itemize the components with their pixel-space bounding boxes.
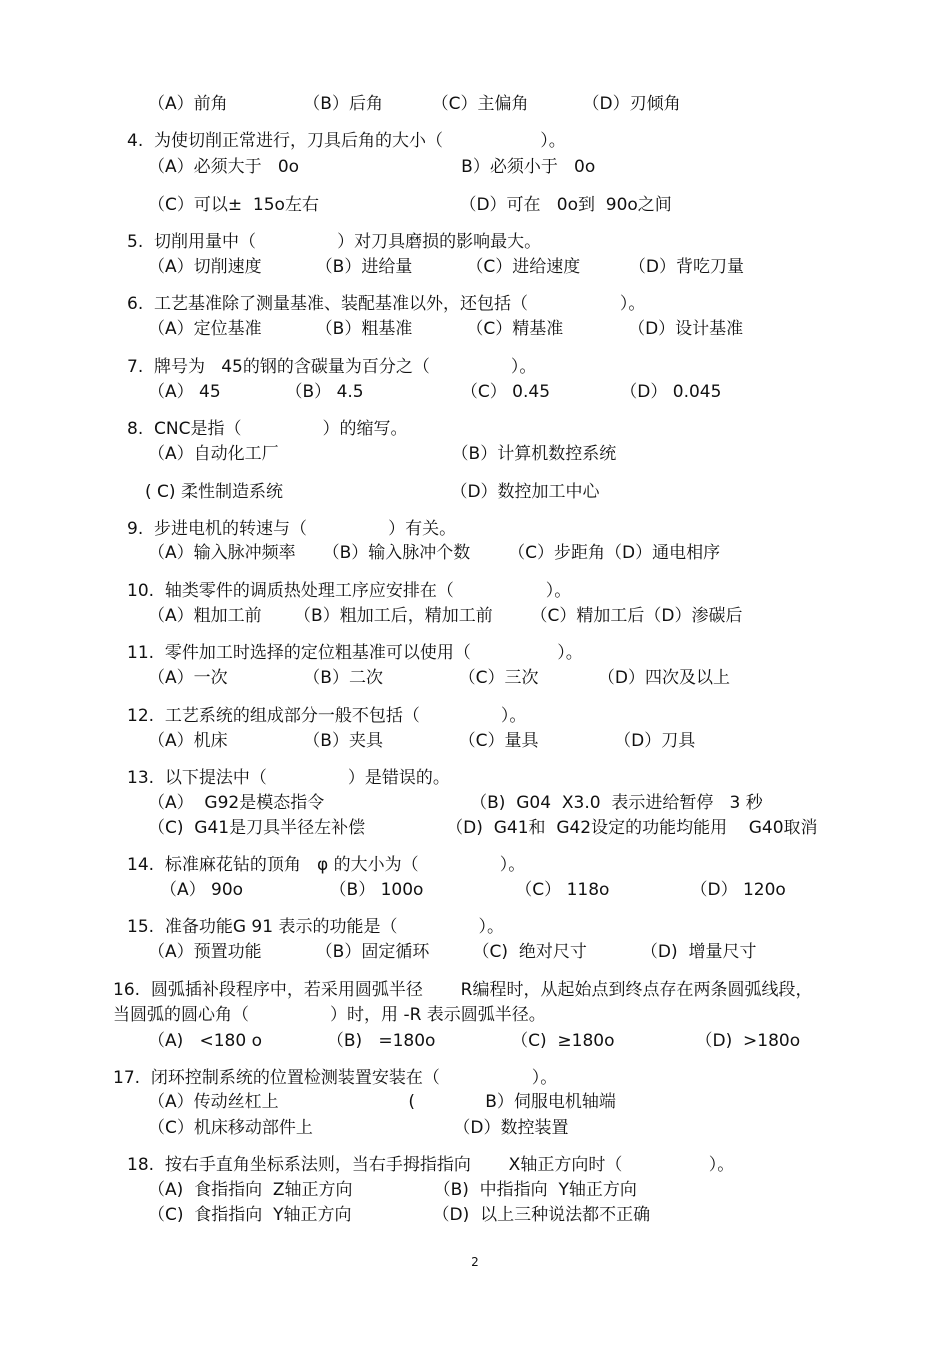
options-q14: （A） 90o （B） 100o （C） 118o （D） 120o [160,880,786,900]
options-q11: （A）一次 （B）二次 （C）三次 （D）四次及以上 [148,668,731,688]
options-q16: （A) <180 o （B) =180o （C) ≥180o （D) >180o [148,1031,801,1051]
question-6: 6. 工艺基准除了测量基准、装配基准以外，还包括（ ）。 [127,294,646,314]
options-q4-row1: （A）必须大于 0o B）必须小于 0o [148,157,596,177]
options-q8-row2: ( C) 柔性制造系统 （D）数控加工中心 [145,482,600,502]
question-10: 10. 轴类零件的调质热处理工序应安排在（ ）。 [127,581,572,601]
question-5: 5. 切削用量中（ ）对刀具磨损的影响最大。 [127,232,542,252]
options-q5: （A）切削速度 （B）进给量 （C）进给速度 （D）背吃刀量 [148,257,744,277]
question-18: 18. 按右手直角坐标系法则，当右手拇指指向 X轴正方向时（ ）。 [127,1155,735,1175]
question-13: 13. 以下提法中（ ）是错误的。 [127,768,450,788]
options-q15: （A）预置功能 （B）固定循环 （C) 绝对尺寸 （D) 增量尺寸 [148,942,757,962]
question-16-line2: 当圆弧的圆心角（ ）时，用 -R 表示圆弧半径。 [113,1005,546,1025]
question-8: 8. CNC是指（ ）的缩写。 [127,419,408,439]
options-q18-row1: （A) 食指指向 Z轴正方向 （B) 中指指向 Y轴正方向 [148,1180,637,1200]
page-number: 2 [471,1255,479,1269]
options-q6: （A）定位基准 （B）粗基准 （C）精基准 （D）设计基准 [148,319,744,339]
question-9: 9. 步进电机的转速与（ ）有关。 [127,519,457,539]
question-14: 14. 标准麻花钻的顶角 φ 的大小为（ ）。 [127,855,526,875]
options-q13-row1: （A） G92是模态指令 （B) G04 X3.0 表示进给暂停 3 秒 [148,793,763,813]
question-17: 17. 闭环控制系统的位置检测装置安装在（ ）。 [113,1068,558,1088]
question-16-line1: 16. 圆弧插补段程序中，若采用圆弧半径 R编程时，从起始点到终点存在两条圆弧线段， [113,980,813,1000]
options-q18-row2: （C) 食指指向 Y轴正方向 （D) 以上三种说法都不正确 [148,1205,651,1225]
question-7: 7. 牌号为 45的钢的含碳量为百分之（ ）。 [127,357,537,377]
options-q8-row1: （A）自动化工厂 （B）计算机数控系统 [148,444,617,464]
options-q3: （A）前角 （B）后角 （C）主偏角 （D）刃倾角 [148,94,681,114]
options-q17-row1: （A）传动丝杠上 ( B）伺服电机轴端 [148,1092,616,1112]
options-q4-row2: （C）可以± 15o左右 （D）可在 0o到 90o之间 [148,195,672,215]
options-q9: （A）输入脉冲频率 （B）输入脉冲个数 （C）步距角（D）通电相序 [148,543,721,563]
options-q10: （A）粗加工前 （B）粗加工后，精加工前 （C）精加工后（D）渗碳后 [148,606,743,626]
options-q17-row2: （C）机床移动部件上 （D）数控装置 [148,1118,569,1138]
question-12: 12. 工艺系统的组成部分一般不包括（ ）。 [127,706,527,726]
options-q7: （A） 45 （B） 4.5 （C） 0.45 （D） 0.045 [148,382,722,402]
options-q12: （A）机床 （B）夹具 （C）量具 （D）刀具 [148,731,696,751]
question-11: 11. 零件加工时选择的定位粗基准可以使用（ ）。 [127,643,583,663]
question-15: 15. 准备功能G 91 表示的功能是（ ）。 [127,917,505,937]
question-4: 4. 为使切削正常进行，刀具后角的大小（ ）。 [127,131,566,151]
options-q13-row2: （C) G41是刀具半径左补偿 （D) G41和 G42设定的功能均能用 G40取消 [148,818,818,838]
